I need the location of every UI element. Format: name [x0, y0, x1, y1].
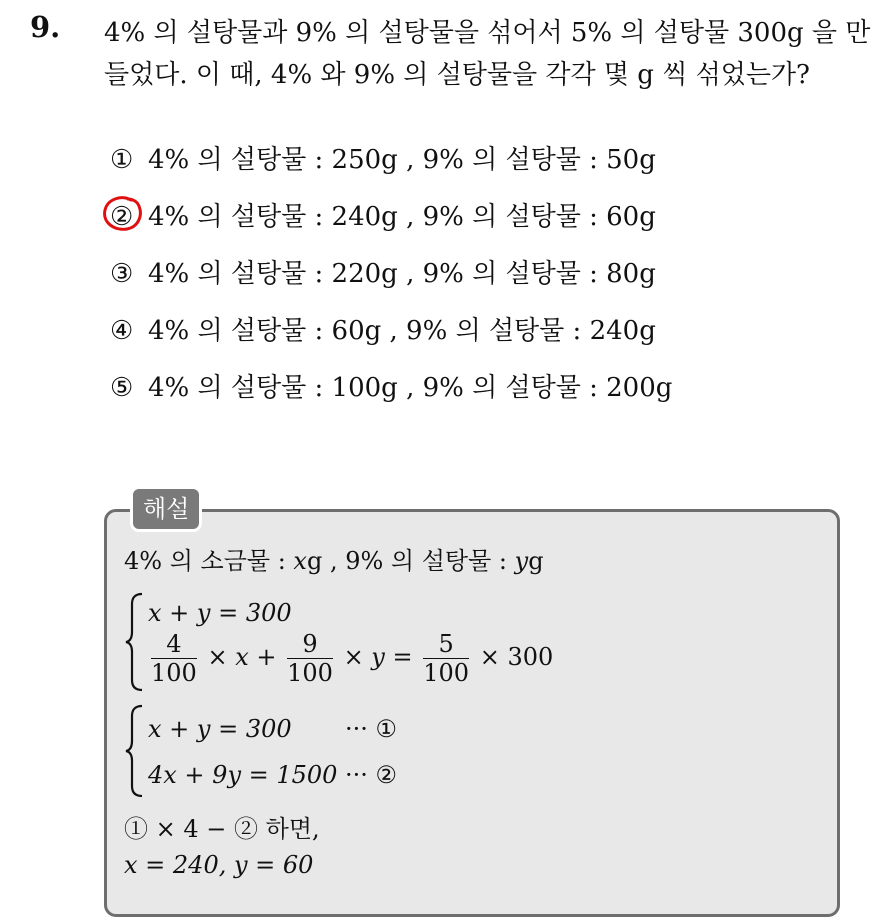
- system-2-eq-2: 4x + 9y = 1500: [148, 761, 338, 789]
- system-2-eq-1: x + y = 300: [148, 715, 292, 743]
- option-5[interactable]: [110, 371, 672, 405]
- system-2-tag-1: ··· ①: [345, 715, 398, 743]
- option-1-text: 4% 의 설탕물 : 250g , 9% 의 설탕물 : 50g: [148, 145, 656, 175]
- option-2[interactable]: [110, 200, 656, 234]
- option-3-text: 4% 의 설탕물 : 220g , 9% 의 설탕물 : 80g: [148, 259, 656, 289]
- option-4[interactable]: [110, 314, 656, 348]
- option-2-text: 4% 의 설탕물 : 240g , 9% 의 설탕물 : 60g: [148, 202, 656, 232]
- solution-step: ① × 4 − ② 하면,: [124, 815, 320, 843]
- option-5-mark: ⑤: [110, 373, 134, 403]
- option-1[interactable]: [110, 143, 656, 177]
- system-2-tag-2: ··· ②: [345, 761, 398, 789]
- system-1-brace-icon: [124, 592, 146, 692]
- option-5-text: 4% 의 설탕물 : 100g , 9% 의 설탕물 : 200g: [148, 373, 673, 403]
- option-4-text: 4% 의 설탕물 : 60g , 9% 의 설탕물 : 240g: [148, 316, 656, 346]
- system-1-eq-1: x + y = 300: [148, 599, 292, 627]
- answer-circle-icon: [101, 194, 145, 234]
- system-2-brace-icon: [124, 704, 146, 798]
- option-2-mark: ②: [110, 202, 134, 232]
- solution-label: 해설: [130, 486, 202, 532]
- solution-line-1: 4% 의 소금물 : xg , 9% 의 설탕물 : yg: [124, 547, 544, 575]
- option-1-mark: ①: [110, 145, 134, 175]
- question-number: 9.: [30, 10, 61, 44]
- option-4-mark: ④: [110, 316, 134, 346]
- question-text: 4% 의 설탕물과 9% 의 설탕물을 섞어서 5% 의 설탕물 300g 을 만들었다. 이 때, 4% 와 9% 의 설탕물을 각각 몇 g 씩 섞었는가?: [104, 18, 871, 90]
- solution-result: x = 240, y = 60: [124, 851, 314, 879]
- option-3-mark: ③: [110, 259, 134, 289]
- system-1-eq-2: $\frac{4}{100}$ × x + $\frac{9}{100}$ × y = $\frac{5}{100}$ × 300: [151, 630, 554, 687]
- option-3[interactable]: [110, 257, 656, 291]
